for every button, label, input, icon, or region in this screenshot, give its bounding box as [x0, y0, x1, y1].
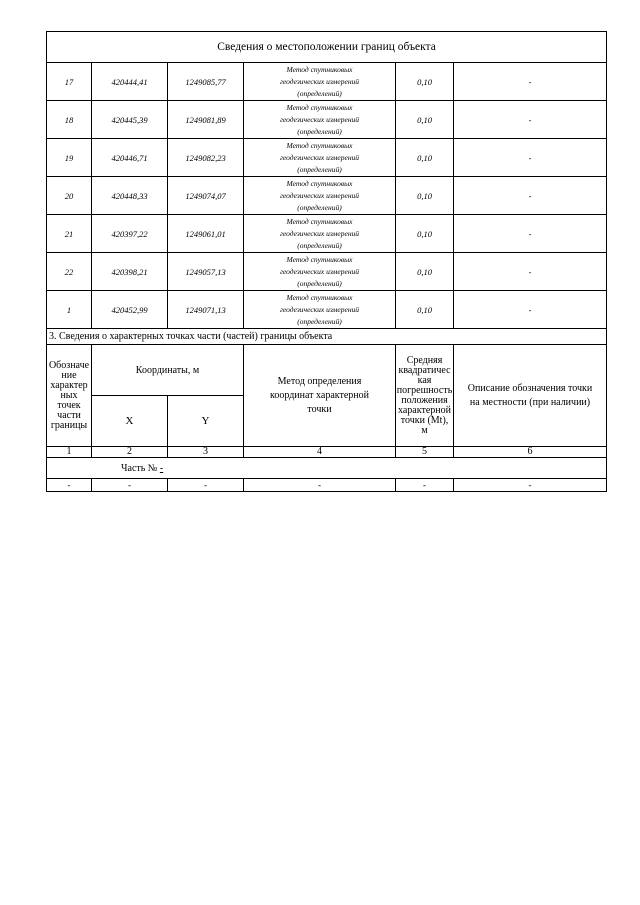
header-line: ние — [61, 369, 77, 381]
empty-cell: - — [396, 479, 454, 492]
x-header: X — [92, 396, 168, 447]
column-number: 3 — [168, 447, 244, 458]
method-line: (определений) — [297, 202, 342, 212]
x-coordinate-cell: 420448,33 — [92, 177, 168, 215]
y-header: Y — [168, 396, 244, 447]
y-coordinate-cell: 1249085,77 — [168, 63, 244, 101]
description-cell: - — [454, 101, 607, 139]
description-cell: - — [454, 215, 607, 253]
method-cell — [244, 253, 396, 291]
x-coordinate-cell: 420445,39 — [92, 101, 168, 139]
method-line: Метод спутниковых — [286, 216, 353, 226]
x-coordinate-cell: 420446,71 — [92, 139, 168, 177]
x-coordinate-cell: 420397,22 — [92, 215, 168, 253]
header-line: Описание обозначения точки — [467, 382, 593, 394]
table-row — [47, 63, 607, 101]
accuracy-cell: 0,10 — [396, 63, 454, 101]
empty-cell: - — [244, 479, 396, 492]
point-number-cell: 19 — [47, 139, 92, 177]
method-cell — [244, 291, 396, 329]
column-number: 5 — [396, 447, 454, 458]
method-line: (определений) — [297, 88, 342, 98]
table-row — [47, 253, 607, 291]
y-coordinate-cell: 1249057,13 — [168, 253, 244, 291]
point-number-cell: 17 — [47, 63, 92, 101]
accuracy-cell: 0,10 — [396, 291, 454, 329]
header-line: положения — [401, 394, 448, 406]
accuracy-cell: 0,10 — [396, 139, 454, 177]
method-line: геодезических измерений — [279, 152, 360, 162]
header-line: части — [57, 409, 81, 421]
header-line: характерной — [398, 404, 451, 416]
x-coordinate-cell: 420444,41 — [92, 63, 168, 101]
description-cell: - — [454, 253, 607, 291]
point-number-cell: 20 — [47, 177, 92, 215]
y-coordinate-cell: 1249071,13 — [168, 291, 244, 329]
header-line: точек — [57, 399, 81, 411]
table-row — [47, 215, 607, 253]
header-line: Обозначе — [48, 359, 90, 371]
header-line: точки — [307, 403, 332, 415]
accuracy-header — [396, 345, 454, 447]
method-cell — [244, 139, 396, 177]
method-cell — [244, 101, 396, 139]
header-line: точки (Mt), — [400, 414, 449, 426]
method-line: (определений) — [297, 316, 342, 326]
method-header — [244, 345, 396, 447]
empty-cell: - — [47, 479, 92, 492]
method-line: (определений) — [297, 278, 342, 288]
point-number-cell: 18 — [47, 101, 92, 139]
y-coordinate-cell: 1249081,89 — [168, 101, 244, 139]
description-cell: - — [454, 63, 607, 101]
part-label — [47, 458, 607, 479]
y-coordinate-cell: 1249074,07 — [168, 177, 244, 215]
header-line: на местности (при наличии) — [469, 396, 591, 408]
header-line: Метод определения — [277, 375, 362, 387]
column-number: 6 — [454, 447, 607, 458]
header-line: ных — [60, 389, 78, 401]
method-line: Метод спутниковых — [286, 254, 353, 264]
description-cell: - — [454, 139, 607, 177]
header-line: погрешность — [396, 384, 453, 396]
column-number: 1 — [47, 447, 92, 458]
table-row — [47, 291, 607, 329]
coordinates-header: Координаты, м — [92, 345, 244, 396]
boundary-table — [46, 31, 607, 329]
description-cell: - — [454, 291, 607, 329]
empty-cell: - — [454, 479, 607, 492]
description-header — [454, 345, 607, 447]
accuracy-cell: 0,10 — [396, 253, 454, 291]
table-row — [47, 101, 607, 139]
method-line: геодезических измерений — [279, 114, 360, 124]
header-line: характер — [50, 379, 88, 391]
part-number: - — [159, 462, 164, 474]
table-row — [47, 139, 607, 177]
method-line: геодезических измерений — [279, 190, 360, 200]
table-title: Сведения о местоположении границ объекта — [47, 32, 607, 63]
header-line: координат характерной — [269, 389, 370, 401]
header-line: границы — [50, 419, 88, 431]
method-line: геодезических измерений — [279, 76, 360, 86]
method-line: (определений) — [297, 164, 342, 174]
part-label-text: Часть № — [121, 462, 158, 474]
part-points-table — [46, 328, 607, 492]
method-line: Метод спутниковых — [286, 64, 353, 74]
y-coordinate-cell: 1249082,23 — [168, 139, 244, 177]
method-line: геодезических измерений — [279, 304, 360, 314]
method-line: (определений) — [297, 240, 342, 250]
method-line: геодезических измерений — [279, 266, 360, 276]
method-line: Метод спутниковых — [286, 102, 353, 112]
method-line: Метод спутниковых — [286, 140, 353, 150]
method-cell — [244, 177, 396, 215]
designation-header — [47, 345, 92, 447]
header-line: м — [421, 424, 428, 436]
header-line: квадратичес — [398, 364, 451, 376]
description-cell: - — [454, 177, 607, 215]
method-cell — [244, 63, 396, 101]
accuracy-cell: 0,10 — [396, 177, 454, 215]
method-line: геодезических измерений — [279, 228, 360, 238]
empty-cell: - — [168, 479, 244, 492]
section-title: 3. Сведения о характерных точках части (частей) границы объекта — [47, 329, 607, 345]
table-row — [47, 177, 607, 215]
accuracy-cell: 0,10 — [396, 101, 454, 139]
method-line: Метод спутниковых — [286, 292, 353, 302]
document-sheet — [46, 31, 606, 492]
point-number-cell: 21 — [47, 215, 92, 253]
x-coordinate-cell: 420398,21 — [92, 253, 168, 291]
column-number: 4 — [244, 447, 396, 458]
point-number-cell: 22 — [47, 253, 92, 291]
header-line: кая — [417, 374, 432, 386]
method-line: (определений) — [297, 126, 342, 136]
method-line: Метод спутниковых — [286, 178, 353, 188]
column-number: 2 — [92, 447, 168, 458]
empty-cell: - — [92, 479, 168, 492]
method-cell — [244, 215, 396, 253]
point-number-cell: 1 — [47, 291, 92, 329]
y-coordinate-cell: 1249061,01 — [168, 215, 244, 253]
header-line: Средняя — [406, 354, 443, 366]
x-coordinate-cell: 420452,99 — [92, 291, 168, 329]
accuracy-cell: 0,10 — [396, 215, 454, 253]
